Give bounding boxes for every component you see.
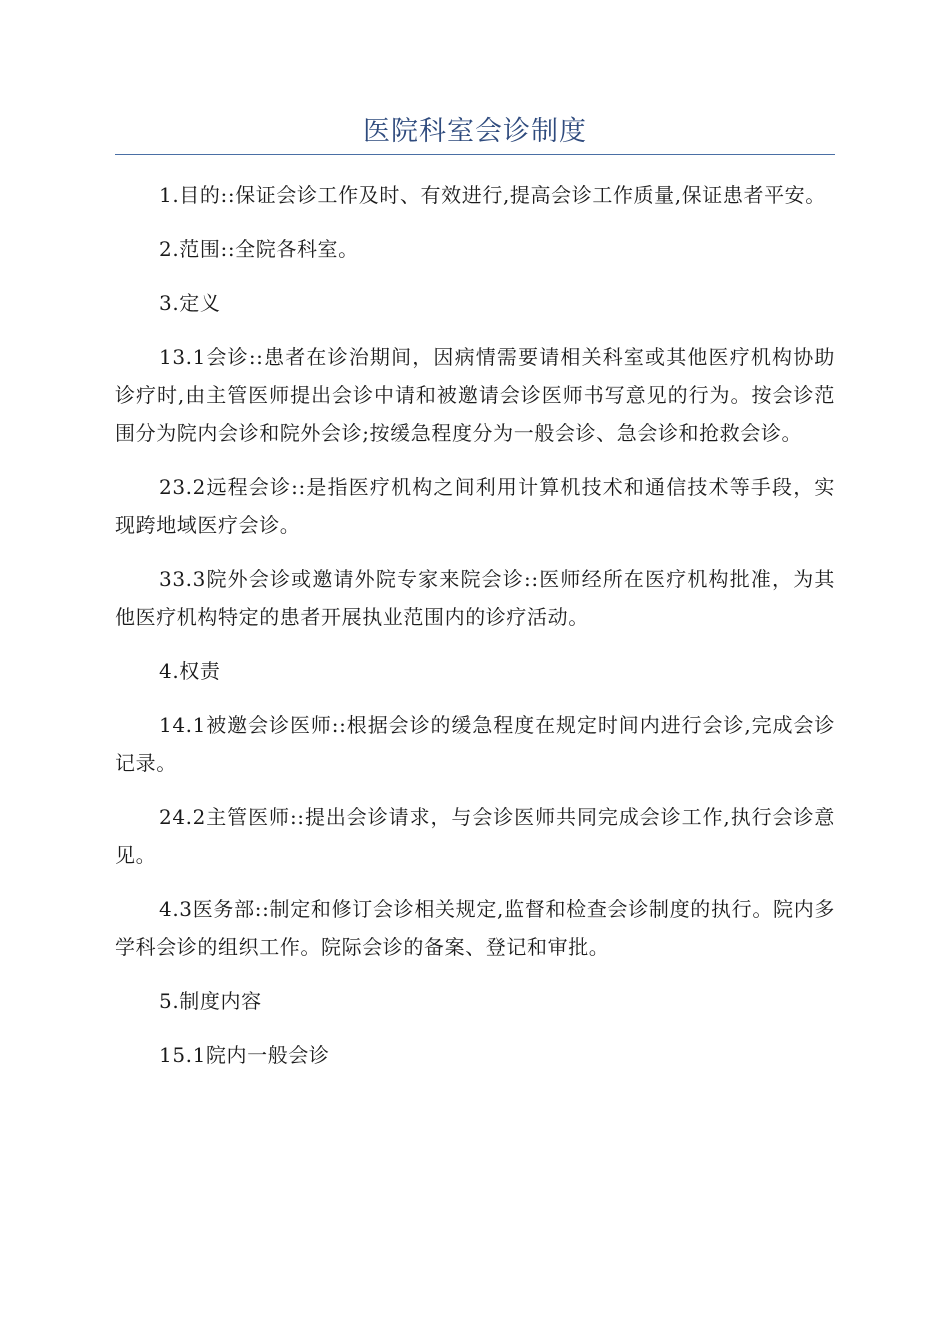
paragraph-definition-remote: 23.2远程会诊::是指医疗机构之间利用计算机技术和通信技术等手段，实现跨地域医疗会诊。 [115, 475, 835, 537]
paragraph-content-heading: 5.制度内容 [159, 989, 262, 1013]
paragraph-definition-external: 33.3院外会诊或邀请外院专家来院会诊::医师经所在医疗机构批准，为其他医疗机构特定的患者开展执业范围内的诊疗活动。 [115, 567, 835, 629]
paragraph-responsibility-invited: 14.1被邀会诊医师::根据会诊的缓急程度在规定时间内进行会诊,完成会诊记录。 [115, 713, 835, 775]
paragraph-scope: 2.范围::全院各科室。 [159, 237, 359, 261]
paragraph-responsibility-medical-dept: 4.3医务部::制定和修订会诊相关规定,监督和检查会诊制度的执行。院内多学科会诊的组织工作。院际会诊的备案、登记和审批。 [115, 897, 835, 959]
title-underline [115, 154, 835, 155]
paragraph-responsibilities-heading: 4.权责 [159, 659, 221, 683]
paragraph-general-consultation: 15.1院内一般会诊 [159, 1043, 330, 1067]
paragraph-definitions-heading: 3.定义 [159, 291, 221, 315]
document-body [115, 176, 835, 1090]
document-title: 医院科室会诊制度 [363, 116, 587, 147]
paragraph-responsibility-attending: 24.2主管医师::提出会诊请求，与会诊医师共同完成会诊工作,执行会诊意见。 [115, 805, 835, 867]
paragraph-definition-consultation: 13.1会诊::患者在诊治期间，因病情需要请相关科室或其他医疗机构协助诊疗时,由主管医师提出会诊中请和被邀请会诊医师书写意见的行为。按会诊范围分为院内会诊和院外会诊;按缓急程度分为一般会诊、急会诊和抢救会诊。 [115, 345, 835, 445]
paragraph-purpose: 1.目的::保证会诊工作及时、有效进行,提高会诊工作质量,保证患者平安。 [159, 183, 826, 207]
